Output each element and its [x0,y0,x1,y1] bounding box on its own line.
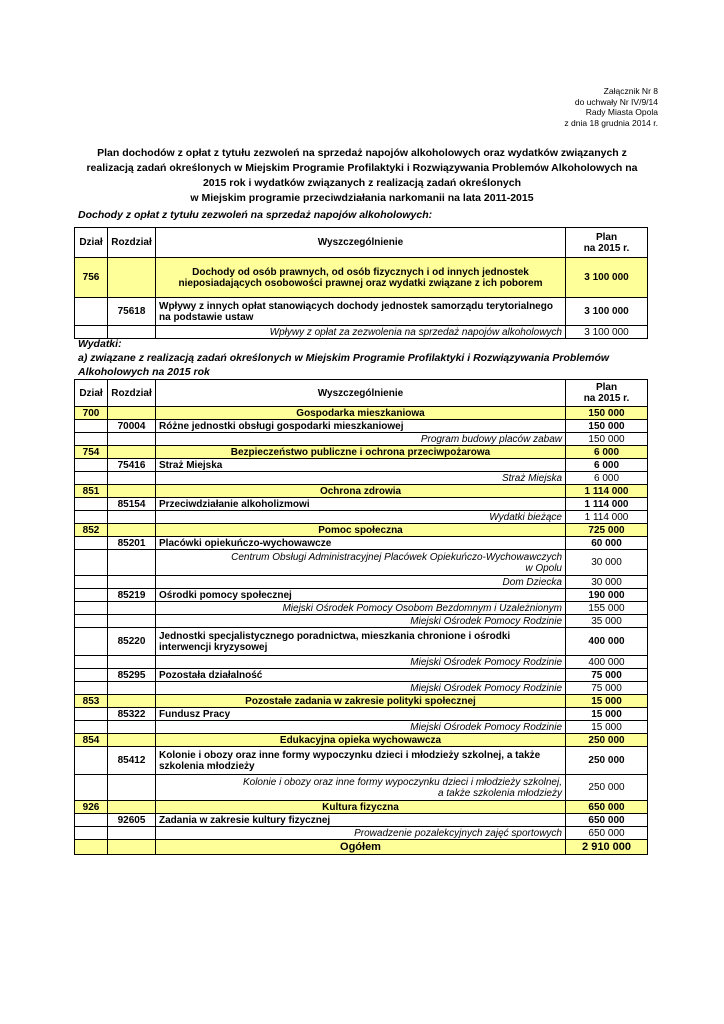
header-dzial: Dział [75,380,108,407]
rozdzial-cell [108,433,156,446]
table-row [75,550,648,576]
desc-line: Centrum Obsługi Administracyjnej Placówek Opiekuńczo-Wychowawczych [231,551,562,563]
rozdzial-cell [108,827,156,840]
plan-cell: 250 000 [566,734,648,747]
dzial-cell [75,628,108,656]
desc-cell: Edukacyjna opieka wychowawcza [156,734,566,747]
rozdzial-cell: 85412 [108,747,156,775]
desc-cell: Jednostki specjalistycznego poradnictwa, mieszkania chronione i ośrodki interwencji kryzysowej [156,628,566,656]
dzial-cell: 754 [75,446,108,459]
desc-cell: Placówki opiekuńczo-wychowawcze [156,537,566,550]
desc-cell: Miejski Ośrodek Pomocy Osobom Bezdomnym i Uzależnionym [156,602,566,615]
desc-cell: Wydatki bieżące [156,511,566,524]
dzial-cell [75,420,108,433]
dzial-cell: 756 [75,258,108,298]
dzial-cell [75,537,108,550]
dzial-cell: 854 [75,734,108,747]
plan-cell: 150 000 [566,433,648,446]
plan-cell: 150 000 [566,407,648,420]
plan-cell: 3 100 000 [566,298,648,326]
dzial-cell [75,433,108,446]
plan-cell: 75 000 [566,682,648,695]
rozdzial-cell: 75416 [108,459,156,472]
plan-cell: 60 000 [566,537,648,550]
table-row [75,446,648,459]
header-plan-line2: na 2015 r. [583,242,630,254]
plan-cell: 15 000 [566,695,648,708]
desc-cell: Straż Miejska [156,459,566,472]
rozdzial-cell [108,775,156,801]
desc-cell: Różne jednostki obsługi gospodarki mieszkaniowej [156,420,566,433]
document-title [74,146,650,206]
rozdzial-cell [108,840,156,855]
rozdzial-cell [108,446,156,459]
rozdzial-cell: 85220 [108,628,156,656]
dzial-cell [75,298,108,326]
income-table [74,227,648,339]
title-line: Plan dochodów z opłat z tytułu zezwoleń na sprzedaż napojów alkoholowych oraz wydatków związanych z [97,147,627,159]
resolution-date: z dnia 18 grudnia 2014 r. [564,117,658,128]
dzial-cell [75,472,108,485]
table-row [75,420,648,433]
table-row [75,537,648,550]
plan-cell: 15 000 [566,708,648,721]
dzial-cell [75,669,108,682]
rozdzial-cell: 75618 [108,298,156,326]
plan-cell: 30 000 [566,576,648,589]
table-row [75,775,648,801]
rozdzial-cell [108,656,156,669]
rozdzial-cell [108,734,156,747]
dzial-cell: 700 [75,407,108,420]
desc-cell: Pozostałe zadania w zakresie polityki społecznej [156,695,566,708]
rozdzial-cell [108,682,156,695]
rozdzial-cell [108,615,156,628]
attachment-note [564,86,658,128]
table-row [75,628,648,656]
rozdzial-cell [108,407,156,420]
header-plan-line1: Plan [595,382,618,393]
table-row [75,708,648,721]
table-row [75,827,648,840]
header-rozdzial: Rozdział [108,228,156,258]
rozdzial-cell: 85322 [108,708,156,721]
plan-cell: 155 000 [566,602,648,615]
plan-cell: 6 000 [566,472,648,485]
desc-cell: Miejski Ośrodek Pomocy Rodzinie [156,656,566,669]
expenses-label: Wydatki: [78,338,122,350]
rozdzial-cell [108,602,156,615]
plan-cell: 1 114 000 [566,511,648,524]
dzial-cell [75,498,108,511]
expenses-subheading: a) związane z realizacją zadań określonych w Miejskim Programie Profilaktyki i Rozwiązywania Problemów [78,352,610,364]
desc-cell [156,550,566,576]
table-row [75,615,648,628]
table-row [75,801,648,814]
table-header-row [75,380,648,407]
header-wyszczegolnienie: Wyszczególnienie [156,380,566,407]
dzial-cell: 853 [75,695,108,708]
rozdzial-cell [108,258,156,298]
plan-cell: 6 000 [566,446,648,459]
desc-cell: Pozostała działalność [156,669,566,682]
desc-cell: Dom Dziecka [156,576,566,589]
plan-cell: 250 000 [566,775,648,801]
plan-cell: 400 000 [566,656,648,669]
council-name: Rady Miasta Opola [585,107,658,117]
desc-cell: Prowadzenie pozalekcyjnych zajęć sportowych [156,827,566,840]
table-row [75,682,648,695]
title-line: 2015 rok i wydatków związanych z realizacją zadań określonych [202,177,522,189]
table-row [75,721,648,734]
plan-cell: 15 000 [566,721,648,734]
dzial-cell [75,775,108,801]
table-row [75,576,648,589]
plan-cell: 250 000 [566,747,648,775]
table-row [75,511,648,524]
table-row [75,258,648,298]
table-row [75,669,648,682]
rozdzial-cell [108,472,156,485]
table-row [75,524,648,537]
desc-line: a także szkolenia młodzieży [438,787,562,799]
table-row [75,459,648,472]
rozdzial-cell: 85201 [108,537,156,550]
desc-cell: Program budowy placów zabaw [156,433,566,446]
desc-cell: Kultura fizyczna [156,801,566,814]
rozdzial-cell [108,524,156,537]
desc-cell: Fundusz Pracy [156,708,566,721]
desc-cell: Straż Miejska [156,472,566,485]
plan-cell: 650 000 [566,801,648,814]
desc-cell: Miejski Ośrodek Pomocy Rodzinie [156,615,566,628]
table-row [75,695,648,708]
header-plan-line1: Plan [595,231,618,243]
dzial-cell [75,656,108,669]
desc-cell: Miejski Ośrodek Pomocy Rodzinie [156,721,566,734]
plan-cell: 1 114 000 [566,485,648,498]
plan-cell: 35 000 [566,615,648,628]
rozdzial-cell [108,695,156,708]
total-label: Ogółem [156,840,566,855]
header-plan [566,380,648,407]
table-row [75,472,648,485]
table-row [75,498,648,511]
table-row [75,298,648,326]
dzial-cell [75,747,108,775]
table-row [75,407,648,420]
expenses-table [74,379,648,855]
dzial-cell [75,615,108,628]
rozdzial-cell: 85295 [108,669,156,682]
desc-cell: Wpływy z opłat za zezwolenia na sprzedaż napojów alkoholowych [156,326,566,339]
header-rozdzial: Rozdział [108,380,156,407]
header-wyszczegolnienie: Wyszczególnienie [156,228,566,258]
desc-cell: Ochrona zdrowia [156,485,566,498]
rozdzial-cell: 85154 [108,498,156,511]
table-row [75,734,648,747]
desc-cell: Kolonie i obozy oraz inne formy wypoczynku dzieci i młodzieży szkolnej, a także szkolenia młodzieży [156,747,566,775]
rozdzial-cell [108,801,156,814]
desc-cell: Miejski Ośrodek Pomocy Rodzinie [156,682,566,695]
total-row [75,840,648,855]
plan-cell: 650 000 [566,827,648,840]
rozdzial-cell: 92605 [108,814,156,827]
dzial-cell [75,682,108,695]
table-row [75,485,648,498]
header-plan [566,228,648,258]
dzial-cell [75,708,108,721]
plan-cell: 150 000 [566,420,648,433]
plan-cell: 3 100 000 [566,326,648,339]
dzial-cell: 926 [75,801,108,814]
desc-cell: Przeciwdziałanie alkoholizmowi [156,498,566,511]
desc-line: w Opolu [525,562,562,574]
dzial-cell [75,459,108,472]
plan-cell: 400 000 [566,628,648,656]
table-row [75,433,648,446]
rozdzial-cell: 70004 [108,420,156,433]
expenses-heading [78,337,609,379]
dzial-cell [75,589,108,602]
desc-cell [156,775,566,801]
rozdzial-cell [108,485,156,498]
table-row [75,656,648,669]
plan-cell: 6 000 [566,459,648,472]
dzial-cell [75,827,108,840]
desc-line: Kolonie i obozy oraz inne formy wypoczynku dzieci i młodzieży szkolnej, [242,776,562,788]
rozdzial-cell [108,550,156,576]
desc-cell: Bezpieczeństwo publiczne i ochrona przeciwpożarowa [156,446,566,459]
attachment-number: Załącznik Nr 8 [603,86,658,96]
dzial-cell [75,814,108,827]
plan-cell: 30 000 [566,550,648,576]
desc-cell: Dochody od osób prawnych, od osób fizycznych i od innych jednostek nieposiadających osobowości prawnej oraz wydatki związane z ich poborem [156,258,566,298]
plan-cell: 650 000 [566,814,648,827]
plan-cell: 75 000 [566,669,648,682]
table-row [75,589,648,602]
total-amount: 2 910 000 [566,840,648,855]
rozdzial-cell [108,576,156,589]
table-row [75,814,648,827]
expenses-subheading: Alkoholowych na 2015 rok [78,366,210,378]
desc-cell: Wpływy z innych opłat stanowiących dochody jednostek samorządu terytorialnego na podstawie ustaw [156,298,566,326]
desc-cell: Ośrodki pomocy społecznej [156,589,566,602]
rozdzial-cell [108,721,156,734]
dzial-cell [75,721,108,734]
desc-cell: Gospodarka mieszkaniowa [156,407,566,420]
dzial-cell [75,840,108,855]
dzial-cell [75,602,108,615]
title-line: w Miejskim programie przeciwdziałania narkomanii na lata 2011-2015 [190,192,534,204]
plan-cell: 3 100 000 [566,258,648,298]
dzial-cell [75,511,108,524]
dzial-cell: 851 [75,485,108,498]
desc-cell: Zadania w zakresie kultury fizycznej [156,814,566,827]
rozdzial-cell: 85219 [108,589,156,602]
header-dzial: Dział [75,228,108,258]
title-line: realizacją zadań określonych w Miejskim Programie Profilaktyki i Rozwiązywania Problemów Alkoholowych na [86,162,638,174]
plan-cell: 725 000 [566,524,648,537]
dzial-cell: 852 [75,524,108,537]
table-row [75,747,648,775]
table-header-row [75,228,648,258]
income-heading: Dochody z opłat z tytułu zezwoleń na sprzedaż napojów alkoholowych: [78,209,433,221]
table-row [75,602,648,615]
plan-cell: 190 000 [566,589,648,602]
header-plan-line2: na 2015 r. [583,393,630,404]
desc-cell: Pomoc społeczna [156,524,566,537]
dzial-cell [75,576,108,589]
rozdzial-cell [108,511,156,524]
plan-cell: 1 114 000 [566,498,648,511]
resolution-number: do uchwały Nr IV/9/14 [574,96,658,107]
dzial-cell [75,550,108,576]
